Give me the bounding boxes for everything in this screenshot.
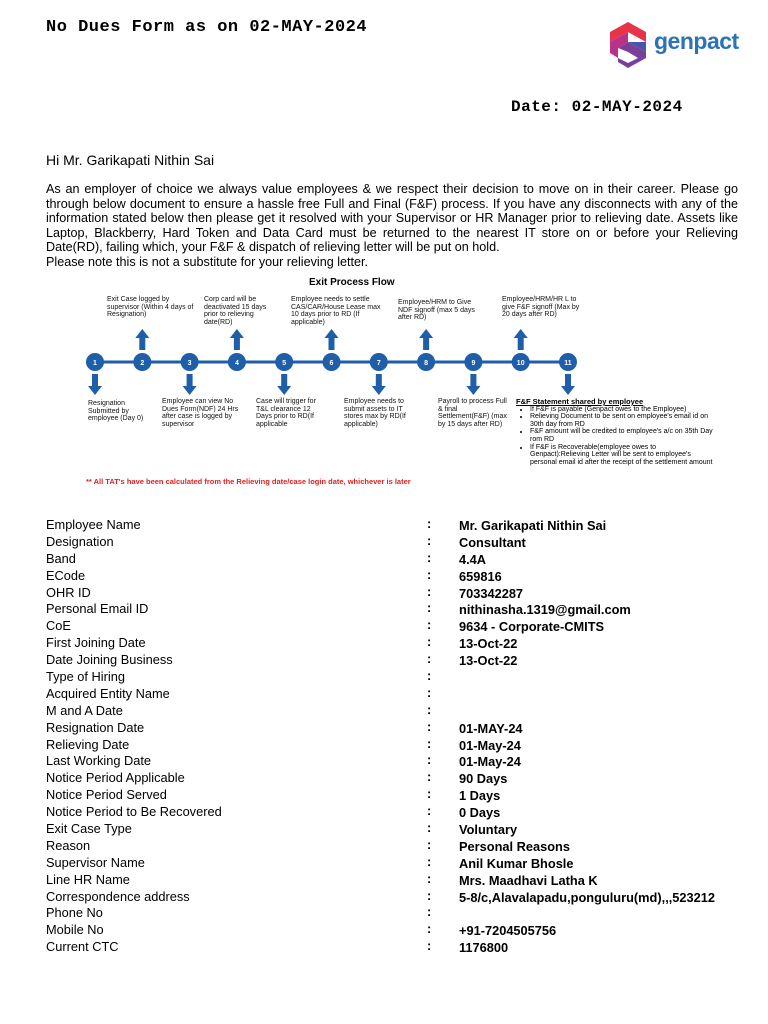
details-colon: : — [427, 921, 432, 937]
details-row — [46, 652, 746, 669]
up-arrow-icon — [514, 329, 528, 350]
details-value: 5-8/c,Alavalapadu,ponguluru(md),,,523212 — [459, 889, 716, 905]
details-label: Date Joining Business — [46, 652, 173, 668]
details-row — [46, 601, 746, 618]
details-row — [46, 804, 746, 821]
details-colon: : — [427, 566, 432, 582]
exit-process-flow — [80, 274, 720, 489]
employee-details-table — [46, 517, 746, 956]
flow-step-number: 11 — [564, 360, 572, 367]
flow-step-number: 7 — [376, 360, 381, 367]
flow-bottom-label-3: Case will trigger for T&L clearance 12 Days prior to RD(If applicable — [256, 398, 316, 428]
flow-step-number: 8 — [424, 360, 429, 367]
flow-step-number: 4 — [234, 360, 239, 367]
details-label: Type of Hiring — [46, 669, 125, 685]
details-colon: : — [427, 701, 432, 717]
genpact-logo — [606, 20, 746, 70]
details-row — [46, 939, 746, 956]
down-arrow-icon — [88, 374, 102, 395]
flow-top-label-2: Corp card will be deactivated 15 days prior to relieving date(RD) — [204, 296, 267, 326]
details-colon: : — [427, 938, 432, 954]
flow-step-number: 5 — [282, 360, 287, 367]
ff-item: • If F&F is Recoverable(employee owes to Genpact):Relieving Letter will be sent to employee's personal email id after the receipt of the settlement amount — [530, 444, 716, 467]
flow-top-label-4: Employee/HRM to Give NDF signoff (max 5 days after RD) — [398, 299, 475, 322]
details-colon: : — [427, 735, 432, 751]
details-label: OHR ID — [46, 584, 91, 600]
down-arrow-icon — [277, 374, 291, 395]
details-label: Notice Period Served — [46, 787, 167, 803]
flow-step-number: 6 — [329, 360, 334, 367]
details-value: Voluntary — [459, 822, 518, 838]
details-value: Mrs. Maadhavi Latha K — [459, 872, 598, 888]
details-colon: : — [427, 668, 432, 684]
details-colon: : — [427, 853, 432, 869]
details-label: Current CTC — [46, 939, 119, 955]
details-row — [46, 753, 746, 770]
details-colon: : — [427, 718, 432, 734]
details-row — [46, 838, 746, 855]
flow-bottom-label-4: Employee needs to submit assets to IT stores max by RD(If applicable) — [344, 398, 406, 428]
details-label: Personal Email ID — [46, 601, 149, 617]
details-label: Band — [46, 550, 76, 566]
details-label: Acquired Entity Name — [46, 685, 170, 701]
note-line: Please note this is not a substitute for your relieving letter. — [46, 255, 369, 269]
details-colon: : — [427, 549, 432, 565]
details-colon: : — [427, 887, 432, 903]
details-row — [46, 618, 746, 635]
details-value: 703342287 — [459, 585, 524, 601]
ff-item: • Relieving Document to be sent on employee's email id on 30th day from RD — [530, 413, 716, 428]
details-label: Correspondence address — [46, 888, 190, 904]
details-label: Notice Period to Be Recovered — [46, 804, 222, 820]
details-value: Consultant — [459, 534, 526, 550]
details-row — [46, 905, 746, 922]
details-label: Resignation Date — [46, 719, 145, 735]
ff-statement-title: F&F Statement shared by employee — [516, 397, 644, 406]
details-row — [46, 703, 746, 720]
ff-item: • If F&F is payable (Genpact owes to the Employee) — [530, 406, 716, 414]
details-colon: : — [427, 820, 432, 836]
details-colon: : — [427, 617, 432, 633]
details-colon: : — [427, 516, 432, 531]
details-value: +91-7204505756 — [459, 923, 557, 939]
details-row — [46, 551, 746, 568]
details-value: 1176800 — [459, 940, 509, 956]
details-colon: : — [427, 870, 432, 886]
details-row — [46, 669, 746, 686]
details-value: 01-May-24 — [459, 754, 521, 770]
details-row — [46, 517, 746, 534]
details-colon: : — [427, 651, 432, 667]
details-value: 90 Days — [459, 771, 508, 787]
flow-top-label-3: Employee needs to settle CAS/CAR/House Lease max 10 days prior to RD (If applicable) — [291, 296, 381, 326]
details-row — [46, 855, 746, 872]
flow-step-number: 2 — [140, 360, 145, 367]
details-row — [46, 821, 746, 838]
details-value: 13-Oct-22 — [459, 636, 518, 652]
flow-step-number: 9 — [471, 360, 476, 367]
details-row — [46, 568, 746, 585]
details-colon: : — [427, 684, 432, 700]
details-value: 1 Days — [459, 788, 501, 804]
details-value: 01-May-24 — [459, 737, 521, 753]
intro-paragraph: As an employer of choice we always value employees & we respect their decision to move on in their career. Please go through below document to ensure a hassle free Full and Final (F&F) process. If you have any disconnects with any of the information stated below then please get it resolved with your Supervisor or HR Manager prior to relieving date. Assets like Laptop, Blackberry, Hard Token and Data Card must be returned to the nearest IT store on or before your Relieving Date(RD), failing which, your F&F & dispatch of relieving letter will be put on hold. — [46, 182, 738, 254]
flow-bottom-label-5: Payroll to process Full & final Settlement(F&F) (max by 15 days after RD) — [438, 398, 507, 428]
flow-bottom-label-1: Resignation Submitted by employee (Day 0) — [88, 400, 144, 423]
details-label: M and A Date — [46, 702, 123, 718]
details-label: Line HR Name — [46, 871, 130, 887]
details-colon: : — [427, 836, 432, 852]
details-label: Mobile No — [46, 922, 104, 938]
details-value: 13-Oct-22 — [459, 653, 518, 669]
details-value: Mr. Garikapati Nithin Sai — [459, 518, 607, 533]
flow-step-number: 3 — [187, 360, 192, 367]
up-arrow-icon — [230, 329, 244, 350]
details-row — [46, 635, 746, 652]
flow-title: Exit Process Flow — [309, 277, 395, 288]
flow-top-label-5: Employee/HRM/HR L to give F&F signoff (Max by 20 days after RD) — [502, 296, 580, 319]
flow-top-label-1: Exit Case logged by supervisor (Within 4 days of Resignation) — [107, 296, 194, 319]
details-colon: : — [427, 752, 432, 768]
details-label: Relieving Date — [46, 736, 130, 752]
details-row — [46, 889, 746, 906]
up-arrow-icon — [135, 329, 149, 350]
details-colon: : — [427, 532, 432, 548]
ff-item: • F&F amount will be credited to employee's a/c on 35th Day rom RD — [530, 428, 716, 443]
ff-statement-list — [516, 406, 716, 467]
details-row — [46, 922, 746, 939]
up-arrow-icon — [325, 329, 339, 350]
down-arrow-icon — [372, 374, 386, 395]
down-arrow-icon — [183, 374, 197, 395]
details-value: 659816 — [459, 568, 502, 584]
flow-bottom-label-2: Employee can view No Dues Form(NDF) 24 Hrs after case is logged by supervisor — [162, 398, 239, 428]
details-row — [46, 770, 746, 787]
details-value: 4.4A — [459, 551, 487, 567]
details-row — [46, 686, 746, 703]
details-label: Notice Period Applicable — [46, 770, 185, 786]
details-colon: : — [427, 904, 432, 920]
details-row — [46, 737, 746, 754]
details-colon: : — [427, 786, 432, 802]
up-arrow-icon — [419, 329, 433, 350]
details-row — [46, 585, 746, 602]
details-value: Anil Kumar Bhosle — [459, 855, 574, 871]
details-row — [46, 534, 746, 551]
details-row — [46, 787, 746, 804]
details-colon: : — [427, 583, 432, 599]
details-value: 01-MAY-24 — [459, 720, 523, 736]
details-label: CoE — [46, 618, 71, 634]
greeting: Hi Mr. Garikapati Nithin Sai — [46, 152, 215, 168]
flow-step-number: 10 — [516, 360, 525, 367]
down-arrow-icon — [466, 374, 480, 395]
details-label: Exit Case Type — [46, 821, 132, 837]
details-label: Supervisor Name — [46, 854, 145, 870]
details-label: Phone No — [46, 905, 103, 921]
tat-note: ** All TAT's have been calculated from the Relieving date/case login date, whichever is later — [86, 477, 411, 486]
details-value: nithinasha.1319@gmail.com — [459, 602, 631, 618]
details-label: Last Working Date — [46, 753, 152, 769]
details-value: 0 Days — [459, 805, 501, 821]
details-label: Reason — [46, 837, 91, 853]
genpact-logo-text: genpact — [654, 28, 739, 54]
details-row — [46, 720, 746, 737]
details-label: ECode — [46, 567, 86, 583]
details-value: Personal Reasons — [459, 838, 570, 854]
details-value: 9634 - Corporate-CMITS — [459, 619, 605, 635]
details-row — [46, 872, 746, 889]
genpact-logo-icon — [606, 20, 650, 70]
details-label: First Joining Date — [46, 635, 146, 651]
details-colon: : — [427, 600, 432, 616]
details-colon: : — [427, 769, 432, 785]
flow-step-number: 1 — [93, 360, 97, 367]
details-label: Employee Name — [46, 517, 141, 532]
details-colon: : — [427, 634, 432, 650]
document-date: Date: 02-MAY-2024 — [511, 98, 683, 116]
ff-statement-box — [516, 398, 716, 466]
details-label: Designation — [46, 533, 114, 549]
down-arrow-icon — [561, 374, 575, 395]
document-title: No Dues Form as on 02-MAY-2024 — [46, 18, 368, 37]
details-colon: : — [427, 803, 432, 819]
